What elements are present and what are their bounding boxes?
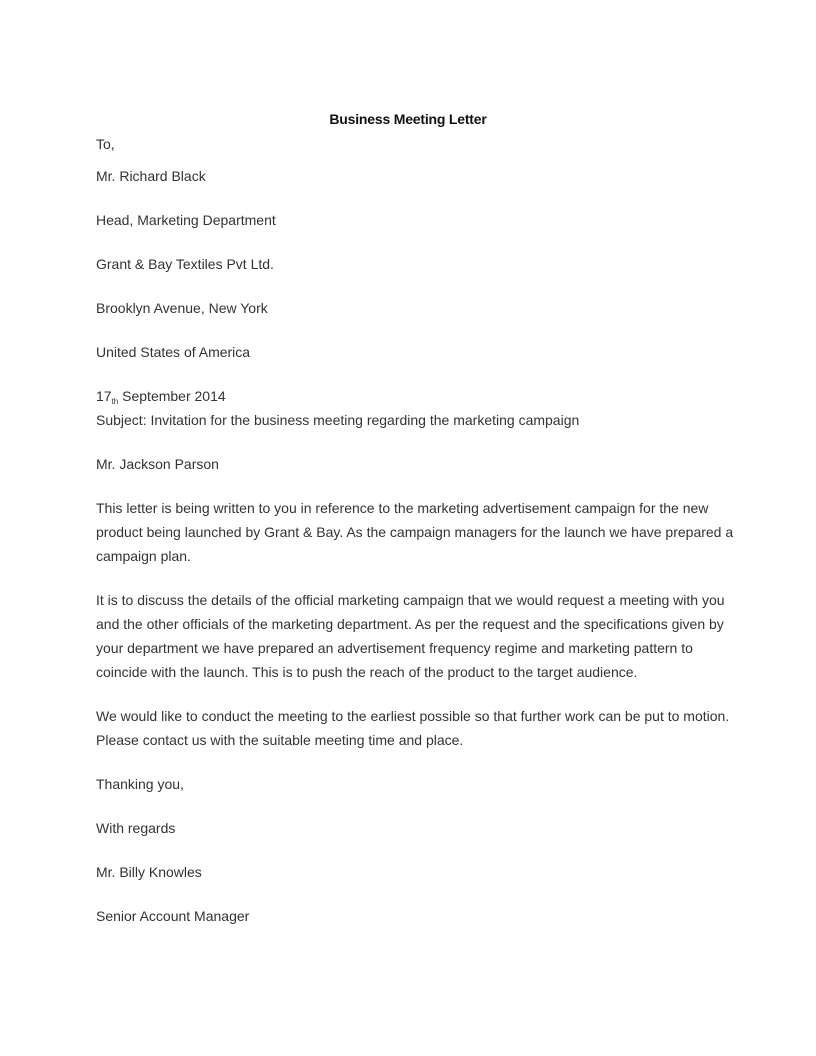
recipient-company: Grant & Bay Textiles Pvt Ltd.	[96, 256, 274, 272]
date-rest: September 2014	[118, 388, 226, 404]
body-paragraph-3: We would like to conduct the meeting to the earliest possible so that further work can be put to motion. Please contact us with the suitable meeting time and place.	[96, 708, 730, 748]
date-suffix: th	[111, 397, 119, 406]
page-title: Business Meeting Letter	[329, 111, 487, 127]
recipient-name: Mr. Richard Black	[96, 168, 206, 184]
sender-name: Mr. Billy Knowles	[96, 864, 202, 880]
to-label: To,	[96, 136, 115, 152]
recipient-country: United States of America	[96, 344, 251, 360]
body-paragraph-2: It is to discuss the details of the official marketing campaign that we would request a meeting with you and the other officials of the marketing department. As per the request and the specifications given by your department we have prepared an advertisement frequency regime and marketing pattern to coincide with the launch. This is to push the reach of the product to the target audience.	[96, 592, 725, 680]
sender-title: Senior Account Manager	[96, 908, 250, 924]
salutation: Mr. Jackson Parson	[96, 456, 219, 472]
closing-line: Thanking you,	[96, 776, 184, 792]
letter-date	[96, 384, 226, 408]
subject-line: Subject: Invitation for the business meeting regarding the marketing campaign	[96, 412, 580, 428]
body-paragraph-1: This letter is being written to you in reference to the marketing advertisement campaign for the new product being launched by Grant & Bay. As the campaign managers for the launch we have prepared a campaign plan.	[96, 500, 734, 564]
recipient-street: Brooklyn Avenue, New York	[96, 300, 268, 316]
regards-line: With regards	[96, 820, 176, 836]
recipient-position: Head, Marketing Department	[96, 212, 276, 228]
date-day: 17	[96, 388, 112, 404]
